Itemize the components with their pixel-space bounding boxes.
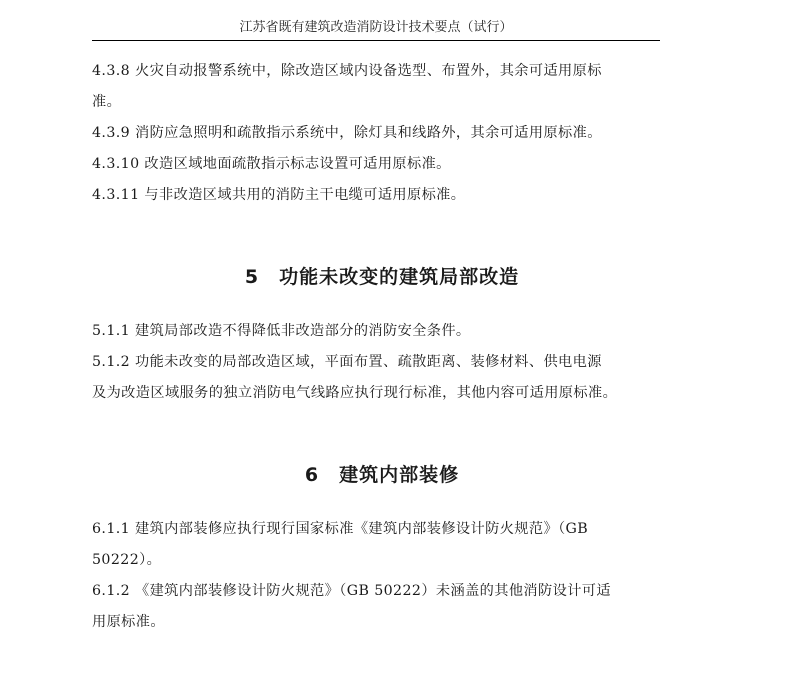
clause-line: 4.3.9 消防应急照明和疏散指示系统中，除灯具和线路外，其余可适用原标准。 [92, 125, 602, 141]
clause-line: 准。 [92, 94, 122, 110]
running-header: 江苏省既有建筑改造消防设计技术要点（试行） [92, 16, 660, 41]
clause-4-3-10 [92, 149, 672, 180]
clause-line: 用原标准。 [92, 614, 165, 630]
clause-line: 5.1.2 功能未改变的局部改造区域，平面布置、疏散距离、装修材料、供电电源 [92, 354, 602, 370]
clause-5-1-1 [92, 316, 672, 347]
section-number: 5 [244, 266, 260, 288]
clause-6-1-2 [92, 576, 672, 638]
clause-line: 4.3.10 改造区域地面疏散指示标志设置可适用原标准。 [92, 156, 451, 172]
clause-line: 50222）。 [92, 552, 162, 568]
section-title: 建筑内部装修 [339, 464, 460, 486]
clause-line: 4.3.11 与非改造区域共用的消防主干电缆可适用原标准。 [92, 187, 466, 203]
section-number: 6 [304, 464, 320, 486]
clause-4-3-9 [92, 118, 672, 149]
clause-line: 及为改造区域服务的独立消防电气线路应执行现行标准，其他内容可适用原标准。 [92, 385, 618, 401]
clause-4-3-11 [92, 180, 672, 211]
clause-6-1-1 [92, 514, 672, 576]
section-title: 功能未改变的建筑局部改造 [279, 266, 520, 288]
clause-4-3-8 [92, 56, 672, 118]
section-6-heading [92, 460, 672, 490]
clause-line: 6.1.2 《建筑内部装修设计防火规范》（GB 50222）未涵盖的其他消防设计可适 [92, 583, 611, 599]
section-5-heading [92, 262, 672, 292]
clause-line: 6.1.1 建筑内部装修应执行现行国家标准《建筑内部装修设计防火规范》（GB [92, 521, 589, 537]
clause-5-1-2 [92, 347, 672, 409]
clause-line: 5.1.1 建筑局部改造不得降低非改造部分的消防安全条件。 [92, 323, 471, 339]
clause-line: 4.3.8 火灾自动报警系统中，除改造区域内设备选型、布置外，其余可适用原标 [92, 63, 602, 79]
